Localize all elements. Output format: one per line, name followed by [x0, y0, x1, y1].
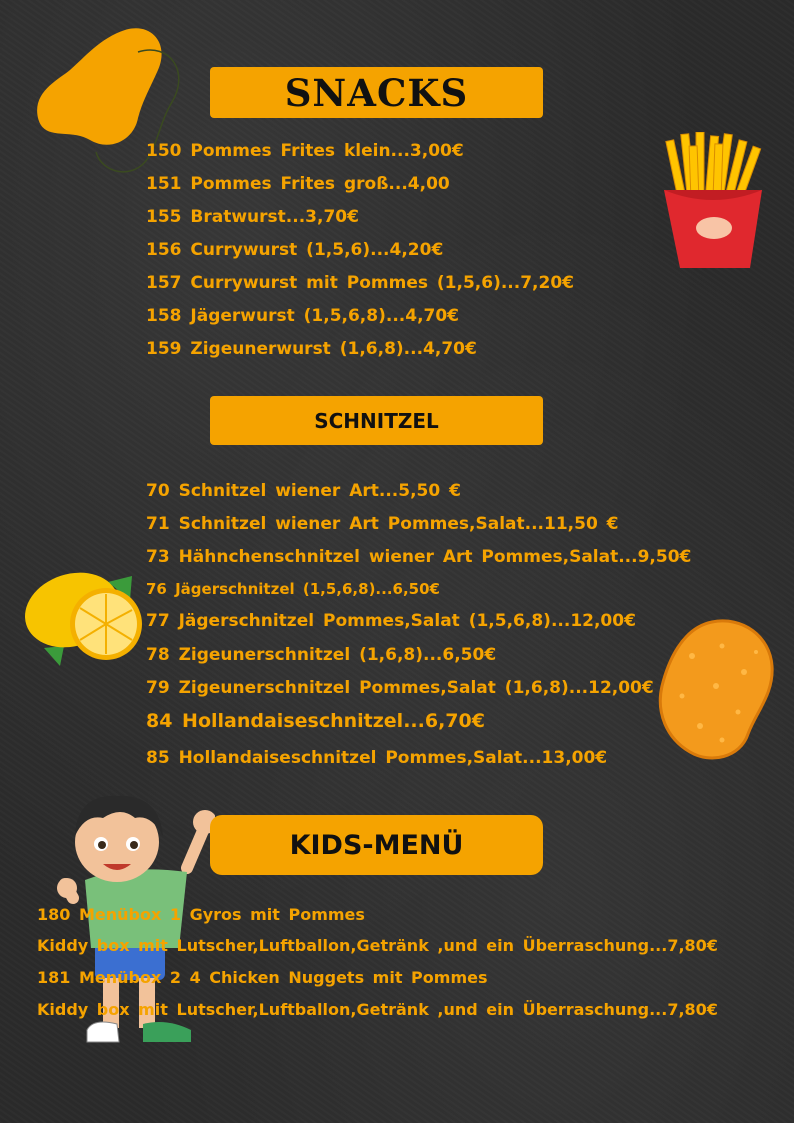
menu-item: 159 Zigeunerwurst (1,6,8)...4,70€ [146, 339, 477, 359]
menu-item: Kiddy box mit Lutscher,Luftballon,Getränk ,und ein Überraschung...7,80€ [37, 1000, 718, 1019]
menu-item: 157 Currywurst mit Pommes (1,5,6)...7,20€ [146, 273, 574, 293]
menu-item: 79 Zigeunerschnitzel Pommes,Salat (1,6,8)...12,00€ [146, 678, 654, 698]
menu-item: 70 Schnitzel wiener Art...5,50 € [146, 481, 461, 501]
menu-item: 155 Bratwurst...3,70€ [146, 207, 359, 227]
section-title-schnitzel: SCHNITZEL [210, 396, 543, 445]
lemon-icon [20, 562, 145, 672]
french-fries-icon [658, 132, 768, 272]
menu-item: Kiddy box mit Lutscher,Luftballon,Getränk ,und ein Überraschung...7,80€ [37, 936, 718, 955]
menu-item: 76 Jägerschnitzel (1,5,6,8)...6,50€ [146, 580, 440, 598]
menu-item: 73 Hähnchenschnitzel wiener Art Pommes,Salat...9,50€ [146, 547, 692, 567]
chicken-nugget-icon [652, 616, 777, 766]
menu-item: 156 Currywurst (1,5,6)...4,20€ [146, 240, 444, 260]
section-title-snacks: SNACKS [210, 67, 543, 118]
menu-item: 181 Menübox 2 4 Chicken Nuggets mit Pommes [37, 968, 488, 987]
menu-item: 158 Jägerwurst (1,5,6,8)...4,70€ [146, 306, 460, 326]
menu-item: 78 Zigeunerschnitzel (1,6,8)...6,50€ [146, 645, 497, 665]
section-title-kids-menu: KIDS-MENÜ [210, 815, 543, 875]
menu-item: 85 Hollandaiseschnitzel Pommes,Salat...13,00€ [146, 748, 608, 768]
menu-item: 77 Jägerschnitzel Pommes,Salat (1,5,6,8)...12,00€ [146, 611, 636, 631]
menu-item: 151 Pommes Frites groß...4,00 [146, 174, 450, 194]
menu-item: 180 Menübox 1 Gyros mit Pommes [37, 905, 365, 924]
menu-item: 71 Schnitzel wiener Art Pommes,Salat...11,50 € [146, 514, 619, 534]
menu-item: 84 Hollandaiseschnitzel...6,70€ [146, 710, 485, 732]
menu-item: 150 Pommes Frites klein...3,00€ [146, 141, 464, 161]
